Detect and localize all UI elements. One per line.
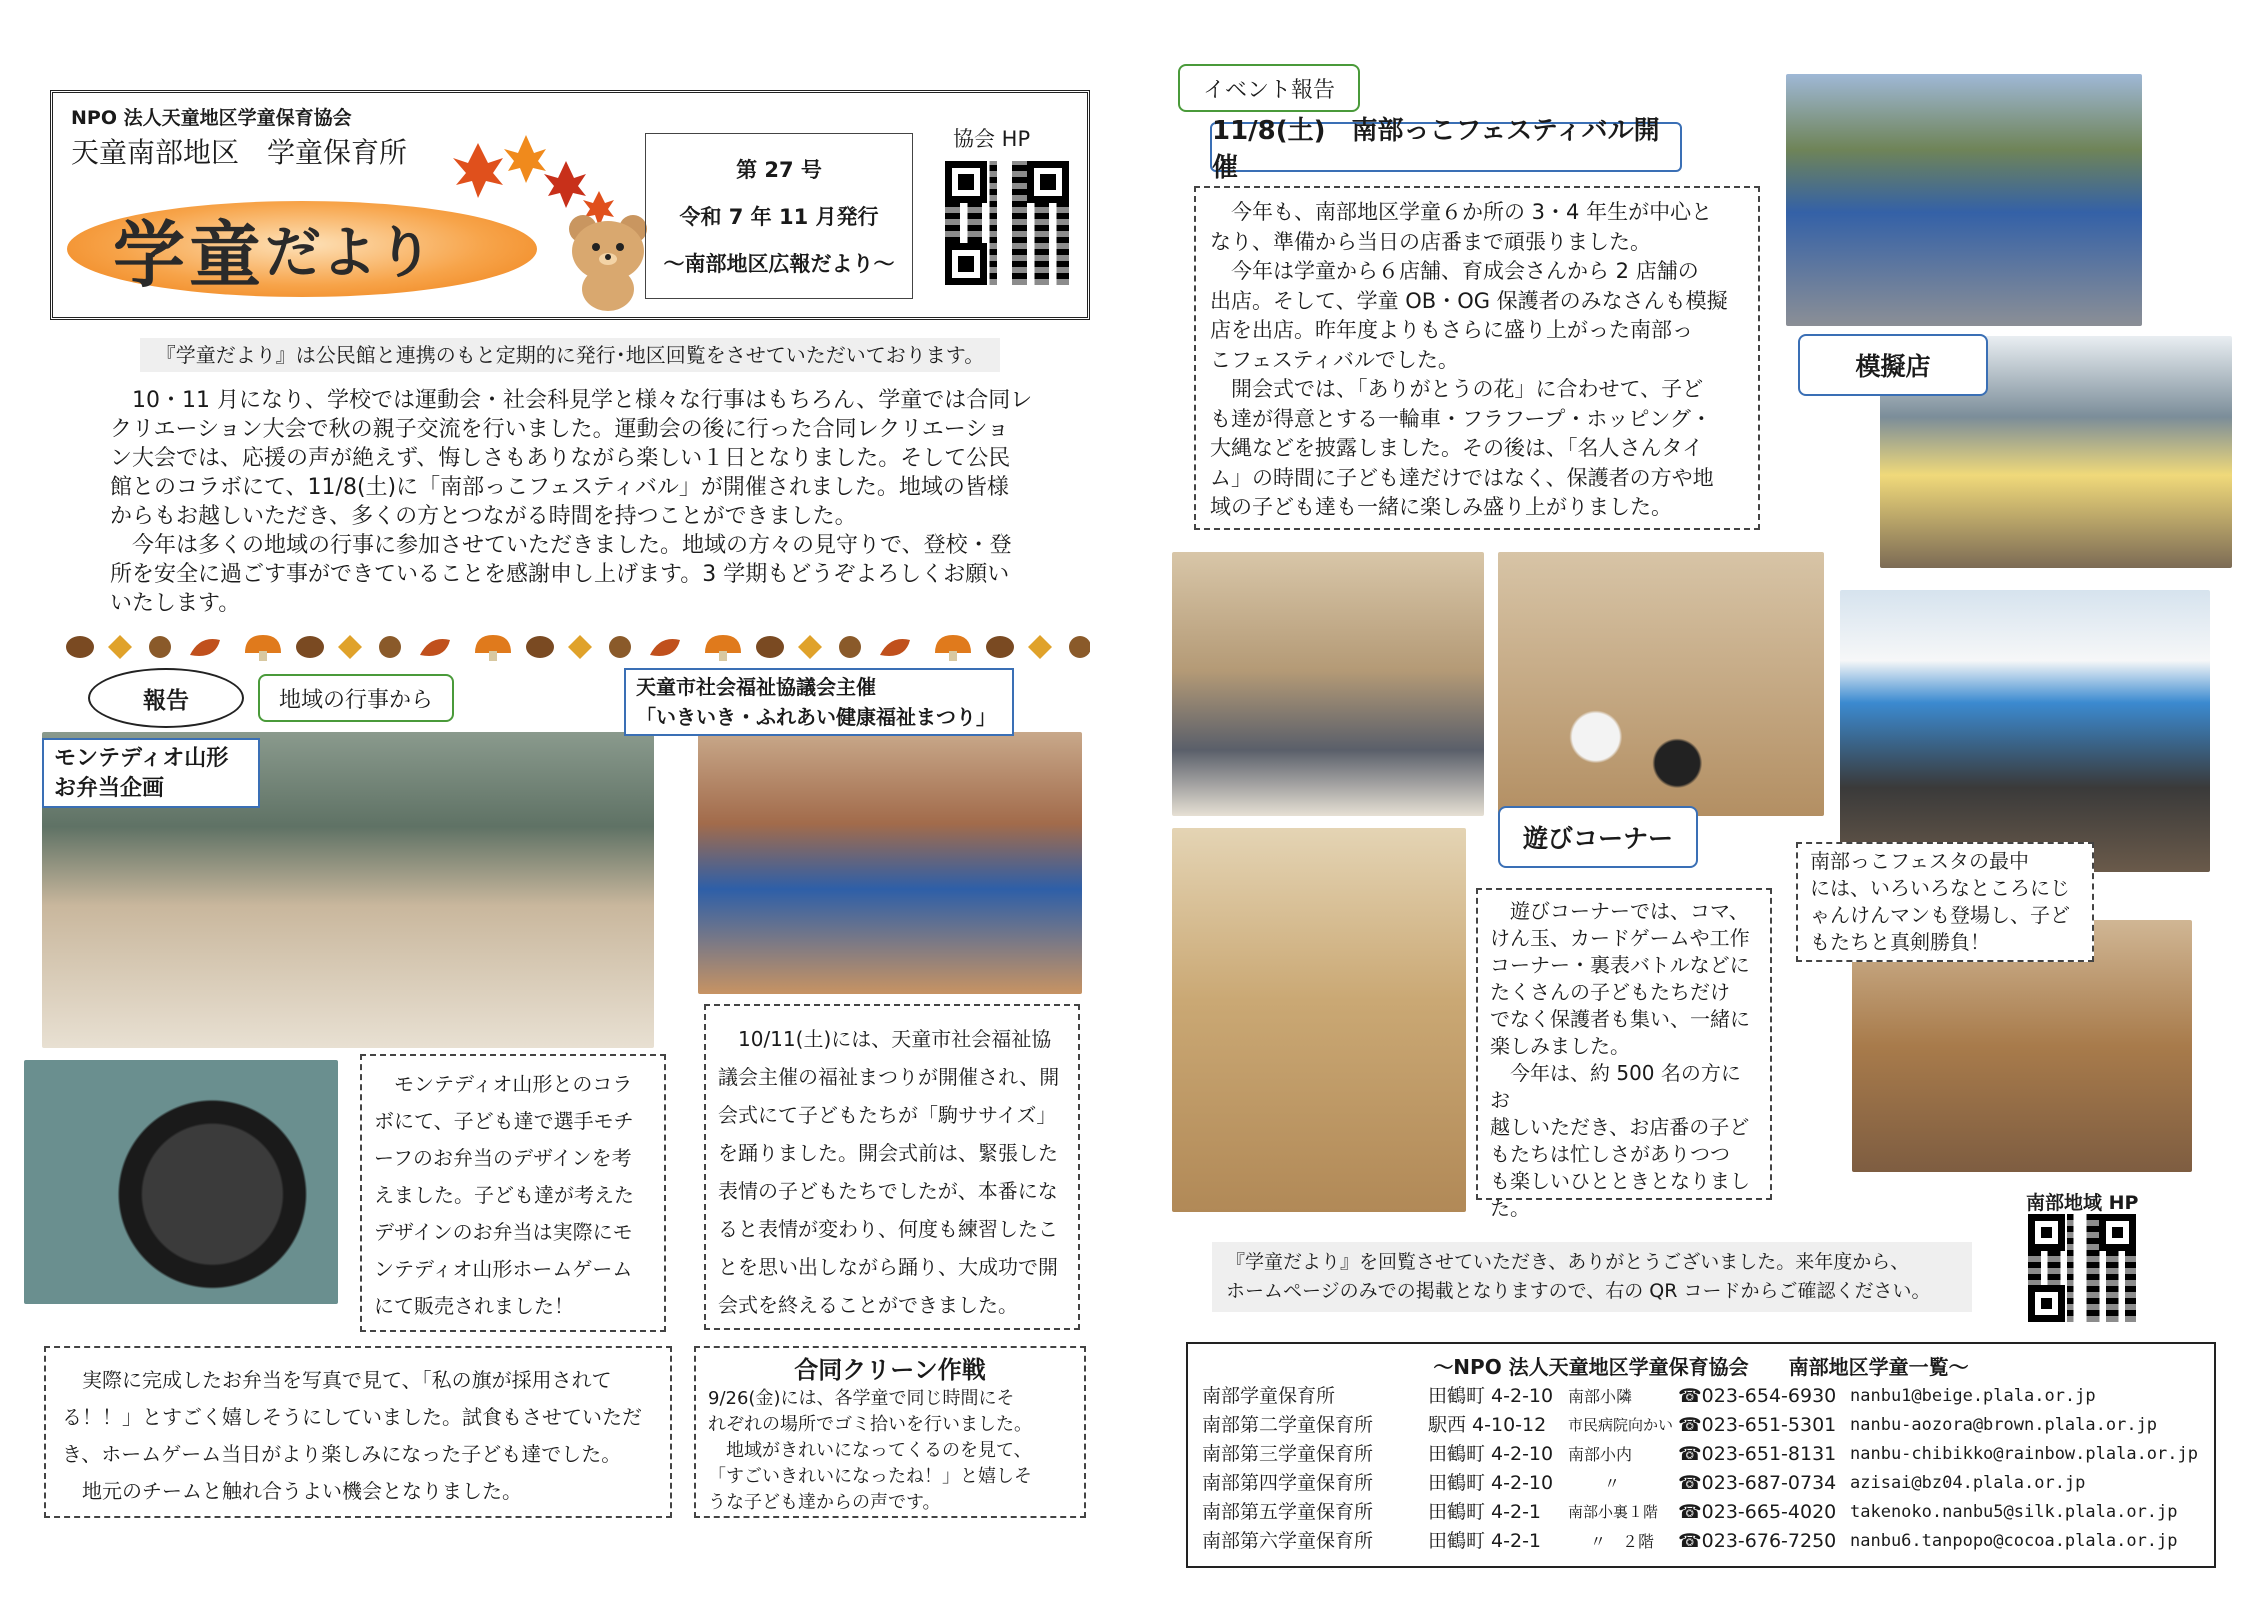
association-hp-label: 協会 HP [953,127,1031,151]
issue-date: 令和 7 年 11 月発行 [679,204,879,229]
directory-row: 南部第六学童保育所 田鶴町 4-2-1 〃 ２階 ☎023-676-7250 nanbu6.tanpopo@cocoa.plala.or.jp [1202,1530,2178,1552]
festival-description: 10/11(土)には、天童市社会福祉協 議会主催の福祉まつりが開催され、開 会式にて子どもたちが「駒ササイズ」 を踊りました。開会式前は、緊張した 表情の子どもたちでしたが、本番にな ると表情が変わり、何度も練習したこ とを思い出しながら踊り、大成功で開 会式を終えることができました。 [704,1004,1080,1330]
top-spinning-photo [1172,828,1466,1212]
directory-row: 南部学童保育所 田鶴町 4-2-10 南部小隣 ☎023-654-6930 nanbu1@beige.plala.or.jp [1202,1385,2096,1407]
issue-number: 第 27 号 [736,158,822,183]
cleanup-section: 合同クリーン作戦 9/26(金)には、各学童で同じ時間にそ れぞれの場所でゴミ拾いを行いました。 地域がきれいになってくるのを見て、 「すごいきれいになったね！」と嬉しそ うな子ども達からの声です。 [694,1346,1086,1518]
festival-title-box: 天童市社会福祉協議会主催 「いきいき・ふれあい健康福祉まつり」 [624,668,1014,736]
association-qr-code[interactable] [945,161,1069,285]
directory-row: 南部第二学童保育所 駅西 4-10-12 市民病院向かい ☎023-651-5301 nanbu-aozora@brown.plala.or.jp [1202,1414,2158,1436]
thanks-notice: 『学童だより』を回覧させていただき、ありがとうございました。来年度から、 ホームページのみでの掲載となりますので、右の QR コードからご確認ください。 [1212,1242,1972,1312]
directory-row: 南部第四学童保育所 田鶴町 4-2-10 〃 ☎023-687-0734 azisai@bz04.plala.or.jp [1202,1472,2086,1494]
org-name: NPO 法人天童地区学童保育協会 [71,107,352,129]
bento-title-box: モンテディオ山形 お弁当企画 [42,738,260,808]
bento-design-laptop-photo [24,1060,338,1304]
mock-shop-label: 模擬店 [1798,334,1988,396]
autumn-border-decoration [60,625,1090,665]
school-directory [1186,1342,2216,1568]
area-hp-label: 南部地域 HP [2026,1192,2139,1214]
directory-table [1202,1382,2200,1556]
newsletter-title: 学童 だより [113,213,434,297]
report-subtitle: 地域の行事から [258,674,454,722]
craft-corner-photo [1172,552,1484,816]
area-qr-code[interactable] [2028,1214,2136,1322]
event-title: 11/8(土) 南部っこフェスティバル開催 [1210,122,1682,172]
play-corner-label: 遊びコーナー [1498,806,1698,868]
circulation-notice: 『学童だより』は公民館と連携のもと定期的に発行･地区回覧をさせていただいております。 [140,338,1000,372]
tent-crowd-photo [1840,590,2210,872]
directory-row: 南部第三学童保育所 田鶴町 4-2-10 南部小内 ☎023-651-8131 nanbu-chibikko@rainbow.plala.or.jp [1202,1443,2198,1465]
welfare-festival-stage-photo [698,732,1082,994]
masthead [50,90,1090,320]
janken-description: 南部っこフェスタの最中 には、いろいろなところにじ ゃんけんマンも登場し、子ど もたちと真剣勝負！ [1796,842,2094,962]
reversi-battle-photo [1498,552,1824,816]
bento-followup: 実際に完成したお弁当を写真で見て、「私の旗が採用されて る！！」とすごく嬉しそうにしていました。試食もさせていただ き、ホームゲーム当日がより楽しみになった子ども達でした。 地元のチームと触れ合うよい機会となりました。 [44,1346,672,1518]
area-name: 天童南部地区 学童保育所 [71,136,408,169]
intro-paragraph: 10・11 月になり、学校では運動会・社会科見学と様々な行事はもちろん、学童では合同レ クリエーション大会で秋の親子交流を行いました。運動会の後に行った合同レクリエーショ ン大会では、応援の声が絶えず、悔しさもありながら楽しい１日となりました。そして公民 館とのコラボにて、11/8(土)に「南部っこフェスティバル」が開催されました。地域の皆様 からもお越しいただき、多くの方とつながる時間を持つことができました。 今年は多くの地域の行事に参加させていただきました。地域の方々の見守りで、登校・登 所を安全に過ごす事ができていることを感謝申し上げます。3 学期もどうぞよろしくお願い いたします。 [110,388,1033,616]
festival-crowd-photo [1786,74,2142,326]
issue-box [645,133,913,299]
report-tag: 報告 [88,668,244,728]
cleanup-title: 合同クリーン作戦 [794,1356,986,1384]
directory-title: ～NPO 法人天童地区学童保育協会 南部地区学童一覧～ [1433,1355,1969,1379]
directory-row: 南部第五学童保育所 田鶴町 4-2-1 南部小裏１階 ☎023-665-4020 takenoko.nanbu5@silk.plala.or.jp [1202,1501,2178,1523]
event-description: 今年も、南部地区学童６か所の 3・4 年生が中心と なり、準備から当日の店番まで頑張りました。 今年は学童から６店舗、育成会さんから 2 店舗の 出店。そして、学童 OB・OG 保護者のみなさんも模擬 店を出店。昨年度よりもさらに盛り上がった南部っ こフェスティバルでした。 開会式では、「ありがとうの花」に合わせて、子ど も達が得意とする一輪車・フラフープ・ホッピング・ 大縄などを披露しました。その後は、「名人さんタイ ム」の時間に子ども達だけではなく、保護者の方や地 域の子ども達も一緒に楽しみ盛り上がりました。 [1194,186,1760,530]
issue-subtitle: ～南部地区広報だより～ [663,251,895,276]
event-report-tag: イベント報告 [1178,64,1360,112]
play-corner-description: 遊びコーナーでは、コマ、 けん玉、カードゲームや工作 コーナー・裏表バトルなどに たくさんの子どもたちだけ でなく保護者も集い、一緒に 楽しみました。 今年は、約 500 名の方にお 越しいただき、お店番の子ど もたちは忙しさがありつつ も楽しいひとときとなりまし た。 [1476,888,1772,1200]
bento-description: モンテディオ山形とのコラ ボにて、子ども達で選手モチ ーフのお弁当のデザインを考 えました。子ども達が考えた デザインのお弁当は実際にモ ンテディオ山形ホームゲーム にて販売されました！ [360,1054,666,1332]
